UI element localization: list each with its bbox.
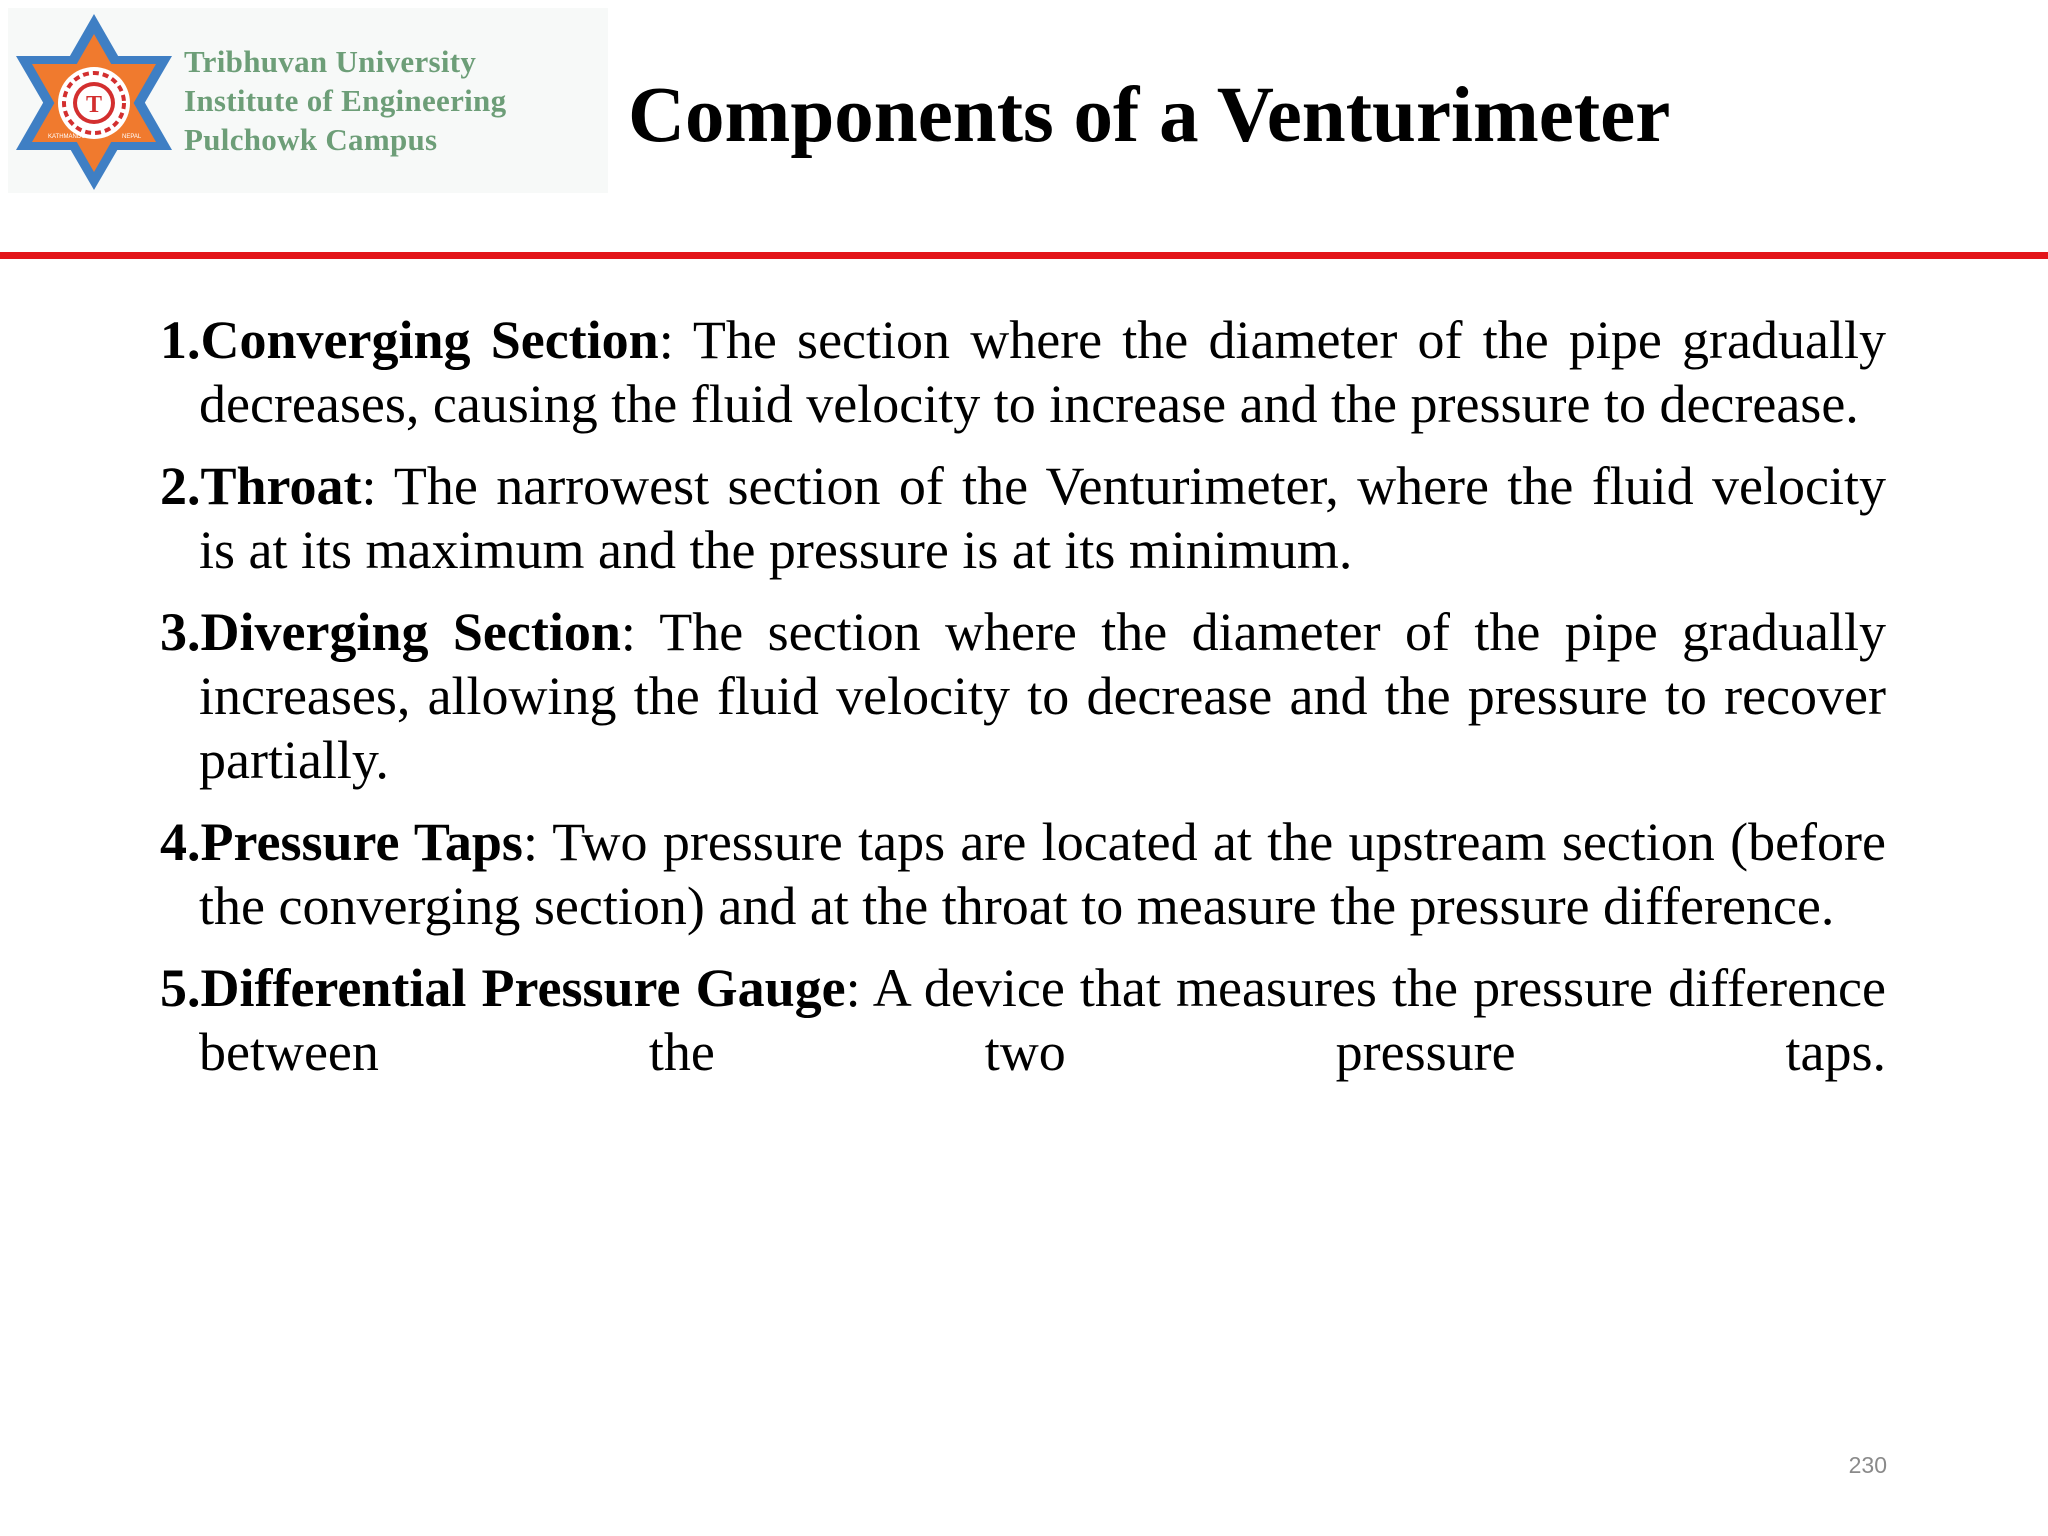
item-term: Converging Section	[200, 310, 659, 370]
item-number: 2.	[160, 456, 201, 516]
item-number: 5.	[160, 958, 201, 1018]
item-number: 1.	[160, 310, 201, 370]
list-item	[160, 810, 1886, 938]
item-term: Differential Pressure Gauge	[200, 958, 846, 1018]
component-list	[160, 308, 1886, 1102]
item-description: : The section where the diameter of the pipe gradually decreases, causing the fluid velocity to increase and the pressure to decrease.	[199, 310, 1886, 434]
item-description: : A device that measures the pressure difference between the two pressure taps.	[199, 958, 1886, 1082]
item-number: 3.	[160, 602, 201, 662]
item-term: Pressure Taps	[200, 812, 523, 872]
slide-header	[0, 0, 2048, 250]
list-item	[160, 956, 1886, 1084]
item-description: : Two pressure taps are located at the upstream section (before the converging section) and at the throat to measure the pressure difference.	[199, 812, 1886, 936]
list-item	[160, 454, 1886, 582]
item-number: 4.	[160, 812, 201, 872]
university-emblem-icon	[12, 10, 176, 192]
list-item	[160, 600, 1886, 792]
list-item	[160, 308, 1886, 436]
svg-text:T: T	[85, 92, 103, 118]
emblem-lettering-right: NEPAL	[122, 134, 142, 140]
item-description: : The narrowest section of the Venturimeter, where the fluid velocity is at its maximum and the pressure is at its minimum.	[199, 456, 1886, 580]
institution-name-line: Institute of Engineering	[184, 83, 507, 118]
slide-title: Components of a Venturimeter	[628, 72, 1671, 159]
institution-name-line: Tribhuvan University	[184, 44, 477, 79]
title-divider	[0, 252, 2048, 259]
institution-name	[184, 42, 506, 159]
institution-name-line: Pulchowk Campus	[184, 122, 438, 157]
item-term: Diverging Section	[200, 602, 621, 662]
item-description: : The section where the diameter of the pipe gradually increases, allowing the fluid velocity to decrease and the pressure to recover partially.	[199, 602, 1886, 790]
item-term: Throat	[200, 456, 362, 516]
emblem-lettering-left: KATHMANDU	[48, 134, 86, 140]
institution-logo	[8, 8, 608, 193]
page-number: 230	[1848, 1452, 1887, 1478]
